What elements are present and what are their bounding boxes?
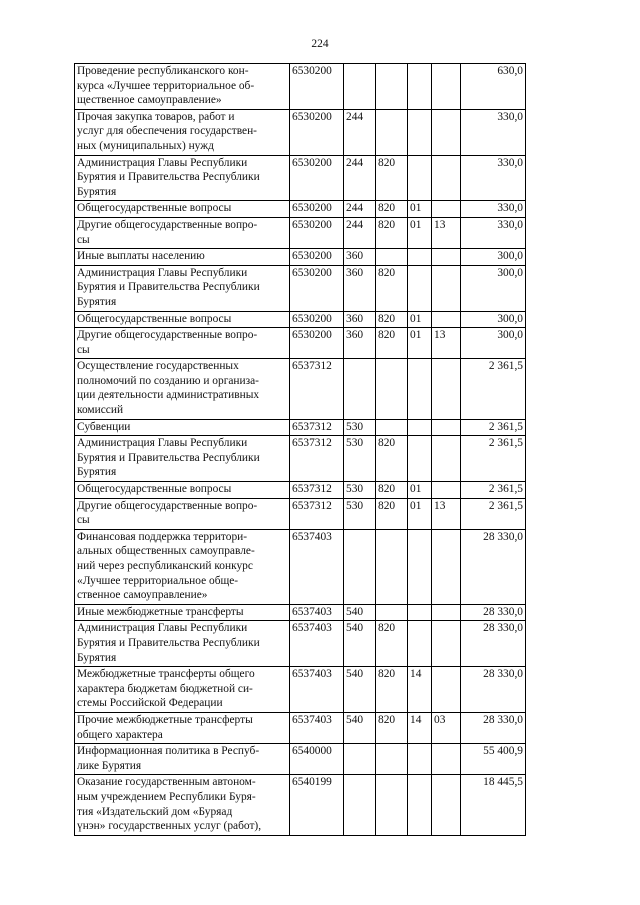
- row-name-cell: Другие общегосударственные вопро- сы: [75, 328, 290, 359]
- administrator-cell: [376, 109, 408, 155]
- subsection-cell: 13: [432, 498, 461, 529]
- table-row: [75, 419, 526, 436]
- row-name-cell: Прочие межбюджетные трансферты общего характера: [75, 712, 290, 743]
- expense-type-cell: [344, 744, 376, 775]
- expense-type-cell: 540: [344, 712, 376, 743]
- amount-cell: 330,0: [461, 155, 526, 201]
- section-cell: [408, 109, 432, 155]
- row-name-cell: Администрация Главы Республики Бурятия и Правительства Республики Бурятия: [75, 155, 290, 201]
- row-name-cell: Иные межбюджетные трансферты: [75, 604, 290, 621]
- amount-cell: 28 330,0: [461, 621, 526, 667]
- amount-cell: 630,0: [461, 64, 526, 110]
- subsection-cell: 03: [432, 712, 461, 743]
- subsection-cell: [432, 201, 461, 218]
- administrator-cell: 820: [376, 498, 408, 529]
- target-code-cell: 6537403: [290, 529, 344, 604]
- amount-cell: 300,0: [461, 265, 526, 311]
- table-row: [75, 311, 526, 328]
- row-name-cell: Общегосударственные вопросы: [75, 201, 290, 218]
- table-row: [75, 621, 526, 667]
- table-row: [75, 667, 526, 713]
- page-number: 224: [311, 38, 329, 50]
- amount-cell: 28 330,0: [461, 712, 526, 743]
- section-cell: [408, 155, 432, 201]
- amount-cell: 2 361,5: [461, 359, 526, 419]
- expense-type-cell: 360: [344, 328, 376, 359]
- administrator-cell: 820: [376, 217, 408, 248]
- table-row: [75, 712, 526, 743]
- row-name-cell: Осуществление государственных полномочий по созданию и организа- ции деятельности административных комиссий: [75, 359, 290, 419]
- expense-type-cell: [344, 775, 376, 835]
- amount-cell: 55 400,9: [461, 744, 526, 775]
- administrator-cell: [376, 604, 408, 621]
- amount-cell: 2 361,5: [461, 436, 526, 482]
- table-row: [75, 744, 526, 775]
- subsection-cell: [432, 529, 461, 604]
- subsection-cell: [432, 64, 461, 110]
- expense-type-cell: 530: [344, 482, 376, 499]
- section-cell: [408, 249, 432, 266]
- table-row: [75, 775, 526, 835]
- administrator-cell: [376, 64, 408, 110]
- target-code-cell: 6537312: [290, 498, 344, 529]
- target-code-cell: 6537403: [290, 604, 344, 621]
- row-name-cell: Общегосударственные вопросы: [75, 482, 290, 499]
- amount-cell: 2 361,5: [461, 419, 526, 436]
- table-row: [75, 482, 526, 499]
- subsection-cell: [432, 621, 461, 667]
- table-row: [75, 498, 526, 529]
- target-code-cell: 6530200: [290, 265, 344, 311]
- expense-type-cell: 530: [344, 419, 376, 436]
- subsection-cell: 13: [432, 328, 461, 359]
- administrator-cell: 820: [376, 328, 408, 359]
- amount-cell: 28 330,0: [461, 529, 526, 604]
- subsection-cell: [432, 436, 461, 482]
- subsection-cell: [432, 311, 461, 328]
- amount-cell: 300,0: [461, 311, 526, 328]
- subsection-cell: [432, 667, 461, 713]
- subsection-cell: [432, 109, 461, 155]
- section-cell: [408, 436, 432, 482]
- amount-cell: 2 361,5: [461, 482, 526, 499]
- amount-cell: 18 445,5: [461, 775, 526, 835]
- row-name-cell: Финансовая поддержка территори- альных общественных самоуправле- ний через республиканский конкурс «Лучшее территориальное обще- ственное самоуправление»: [75, 529, 290, 604]
- row-name-cell: Оказание государственным автоном- ным учреждением Республики Буря- тия «Издательский дом «Буряад үнэн» государственных услуг (работ),: [75, 775, 290, 835]
- amount-cell: 2 361,5: [461, 498, 526, 529]
- row-name-cell: Другие общегосударственные вопро- сы: [75, 498, 290, 529]
- expense-type-cell: 244: [344, 217, 376, 248]
- row-name-cell: Иные выплаты населению: [75, 249, 290, 266]
- target-code-cell: 6540000: [290, 744, 344, 775]
- expense-type-cell: 244: [344, 201, 376, 218]
- expense-type-cell: 540: [344, 667, 376, 713]
- section-cell: [408, 419, 432, 436]
- target-code-cell: 6537312: [290, 482, 344, 499]
- section-cell: 01: [408, 311, 432, 328]
- section-cell: 01: [408, 328, 432, 359]
- table-row: [75, 359, 526, 419]
- row-name-cell: Межбюджетные трансферты общего характера бюджетам бюджетной си- стемы Российской Федерации: [75, 667, 290, 713]
- target-code-cell: 6530200: [290, 311, 344, 328]
- administrator-cell: [376, 529, 408, 604]
- expense-type-cell: 244: [344, 109, 376, 155]
- table-row: [75, 436, 526, 482]
- subsection-cell: [432, 265, 461, 311]
- administrator-cell: 820: [376, 436, 408, 482]
- row-name-cell: Другие общегосударственные вопро- сы: [75, 217, 290, 248]
- target-code-cell: 6530200: [290, 201, 344, 218]
- subsection-cell: 13: [432, 217, 461, 248]
- target-code-cell: 6530200: [290, 217, 344, 248]
- target-code-cell: 6537403: [290, 667, 344, 713]
- row-name-cell: Прочая закупка товаров, работ и услуг для обеспечения государствен- ных (муниципальных) нужд: [75, 109, 290, 155]
- administrator-cell: 820: [376, 201, 408, 218]
- target-code-cell: 6537403: [290, 712, 344, 743]
- administrator-cell: [376, 744, 408, 775]
- row-name-cell: Администрация Главы Республики Бурятия и Правительства Республики Бурятия: [75, 621, 290, 667]
- table-row: [75, 201, 526, 218]
- table-row: [75, 249, 526, 266]
- table-row: [75, 604, 526, 621]
- target-code-cell: 6530200: [290, 155, 344, 201]
- section-cell: [408, 744, 432, 775]
- section-cell: 01: [408, 201, 432, 218]
- amount-cell: 330,0: [461, 109, 526, 155]
- expense-type-cell: 530: [344, 498, 376, 529]
- amount-cell: 300,0: [461, 249, 526, 266]
- administrator-cell: 820: [376, 155, 408, 201]
- amount-cell: 28 330,0: [461, 667, 526, 713]
- budget-table-body: [75, 64, 526, 836]
- subsection-cell: [432, 419, 461, 436]
- target-code-cell: 6530200: [290, 64, 344, 110]
- target-code-cell: 6537403: [290, 621, 344, 667]
- row-name-cell: Информационная политика в Респуб- лике Бурятия: [75, 744, 290, 775]
- administrator-cell: [376, 359, 408, 419]
- budget-table: [74, 63, 526, 836]
- target-code-cell: 6537312: [290, 359, 344, 419]
- table-row: [75, 529, 526, 604]
- amount-cell: 330,0: [461, 217, 526, 248]
- row-name-cell: Администрация Главы Республики Бурятия и Правительства Республики Бурятия: [75, 436, 290, 482]
- section-cell: [408, 775, 432, 835]
- expense-type-cell: 360: [344, 249, 376, 266]
- table-row: [75, 155, 526, 201]
- table-row: [75, 109, 526, 155]
- expense-type-cell: 244: [344, 155, 376, 201]
- target-code-cell: 6540199: [290, 775, 344, 835]
- administrator-cell: 820: [376, 712, 408, 743]
- administrator-cell: 820: [376, 265, 408, 311]
- table-row: [75, 64, 526, 110]
- administrator-cell: 820: [376, 482, 408, 499]
- target-code-cell: 6530200: [290, 109, 344, 155]
- section-cell: 01: [408, 498, 432, 529]
- section-cell: 14: [408, 712, 432, 743]
- subsection-cell: [432, 155, 461, 201]
- administrator-cell: 820: [376, 311, 408, 328]
- expense-type-cell: 360: [344, 311, 376, 328]
- expense-type-cell: 540: [344, 621, 376, 667]
- section-cell: [408, 265, 432, 311]
- target-code-cell: 6537312: [290, 436, 344, 482]
- row-name-cell: Проведение республиканского кон- курса «Лучшее территориальное об- щественное самоуправление»: [75, 64, 290, 110]
- table-row: [75, 217, 526, 248]
- administrator-cell: 820: [376, 621, 408, 667]
- expense-type-cell: 540: [344, 604, 376, 621]
- table-row: [75, 265, 526, 311]
- section-cell: [408, 359, 432, 419]
- administrator-cell: 820: [376, 667, 408, 713]
- target-code-cell: 6530200: [290, 249, 344, 266]
- section-cell: [408, 604, 432, 621]
- row-name-cell: Общегосударственные вопросы: [75, 311, 290, 328]
- section-cell: [408, 621, 432, 667]
- section-cell: 01: [408, 482, 432, 499]
- target-code-cell: 6537312: [290, 419, 344, 436]
- amount-cell: 28 330,0: [461, 604, 526, 621]
- subsection-cell: [432, 604, 461, 621]
- section-cell: 14: [408, 667, 432, 713]
- subsection-cell: [432, 482, 461, 499]
- target-code-cell: 6530200: [290, 328, 344, 359]
- subsection-cell: [432, 775, 461, 835]
- expense-type-cell: [344, 529, 376, 604]
- section-cell: [408, 64, 432, 110]
- section-cell: 01: [408, 217, 432, 248]
- administrator-cell: [376, 775, 408, 835]
- amount-cell: 300,0: [461, 328, 526, 359]
- section-cell: [408, 529, 432, 604]
- administrator-cell: [376, 249, 408, 266]
- subsection-cell: [432, 744, 461, 775]
- expense-type-cell: 360: [344, 265, 376, 311]
- row-name-cell: Субвенции: [75, 419, 290, 436]
- table-row: [75, 328, 526, 359]
- amount-cell: 330,0: [461, 201, 526, 218]
- subsection-cell: [432, 359, 461, 419]
- row-name-cell: Администрация Главы Республики Бурятия и Правительства Республики Бурятия: [75, 265, 290, 311]
- expense-type-cell: 530: [344, 436, 376, 482]
- subsection-cell: [432, 249, 461, 266]
- expense-type-cell: [344, 359, 376, 419]
- administrator-cell: [376, 419, 408, 436]
- expense-type-cell: [344, 64, 376, 110]
